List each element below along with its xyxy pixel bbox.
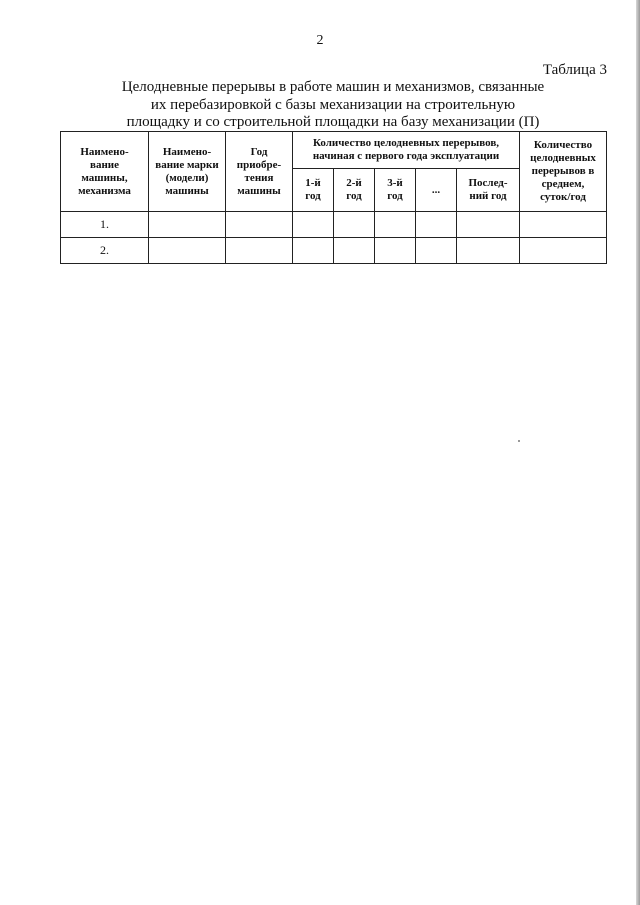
empty-cell [149,212,226,238]
empty-cell [457,238,520,264]
header-machine-name: Наимено- вание машины, механизма [61,132,149,212]
empty-cell [293,212,334,238]
empty-cell [416,212,457,238]
row-number: 2. [61,238,149,264]
header-average: Количество целодневных перерывов в среднем, суток/год [520,132,607,212]
header-year-2: 2-й год [334,169,375,212]
title-line-1: Целодневные перерывы в работе машин и механизмов, связанные [121,79,545,95]
header-row-top [61,132,607,169]
scan-speck [518,440,520,442]
table-row [61,238,607,264]
title-line-3: площадку и со строительной площадки на базу механизации (П) [126,114,540,130]
empty-cell [416,238,457,264]
empty-cell [375,238,416,264]
table-row [61,212,607,238]
empty-cell [226,238,293,264]
empty-cell [520,238,607,264]
empty-cell [334,238,375,264]
empty-cell [520,212,607,238]
scan-edge [636,0,640,905]
document-title [60,79,606,132]
row-number: 1. [61,212,149,238]
header-acquisition-year: Год приобре- тения машины [226,132,293,212]
empty-cell [334,212,375,238]
page-number: 2 [316,33,324,48]
empty-cell [226,212,293,238]
header-year-ellipsis: ... [416,169,457,212]
header-year-1: 1-й год [293,169,334,212]
header-year-3: 3-й год [375,169,416,212]
empty-cell [293,238,334,264]
title-line-2: их перебазировкой с базы механизации на строительную [150,96,516,113]
empty-cell [375,212,416,238]
breaks-table [60,131,607,264]
header-brand-name: Наимено- вание марки (модели) машины [149,132,226,212]
header-breaks-group: Количество целодневных перерывов, начиная с первого года эксплуатации [293,132,520,169]
table-label: Таблица 3 [542,62,607,78]
header-year-last: Послед- ний год [457,169,520,212]
empty-cell [149,238,226,264]
empty-cell [457,212,520,238]
